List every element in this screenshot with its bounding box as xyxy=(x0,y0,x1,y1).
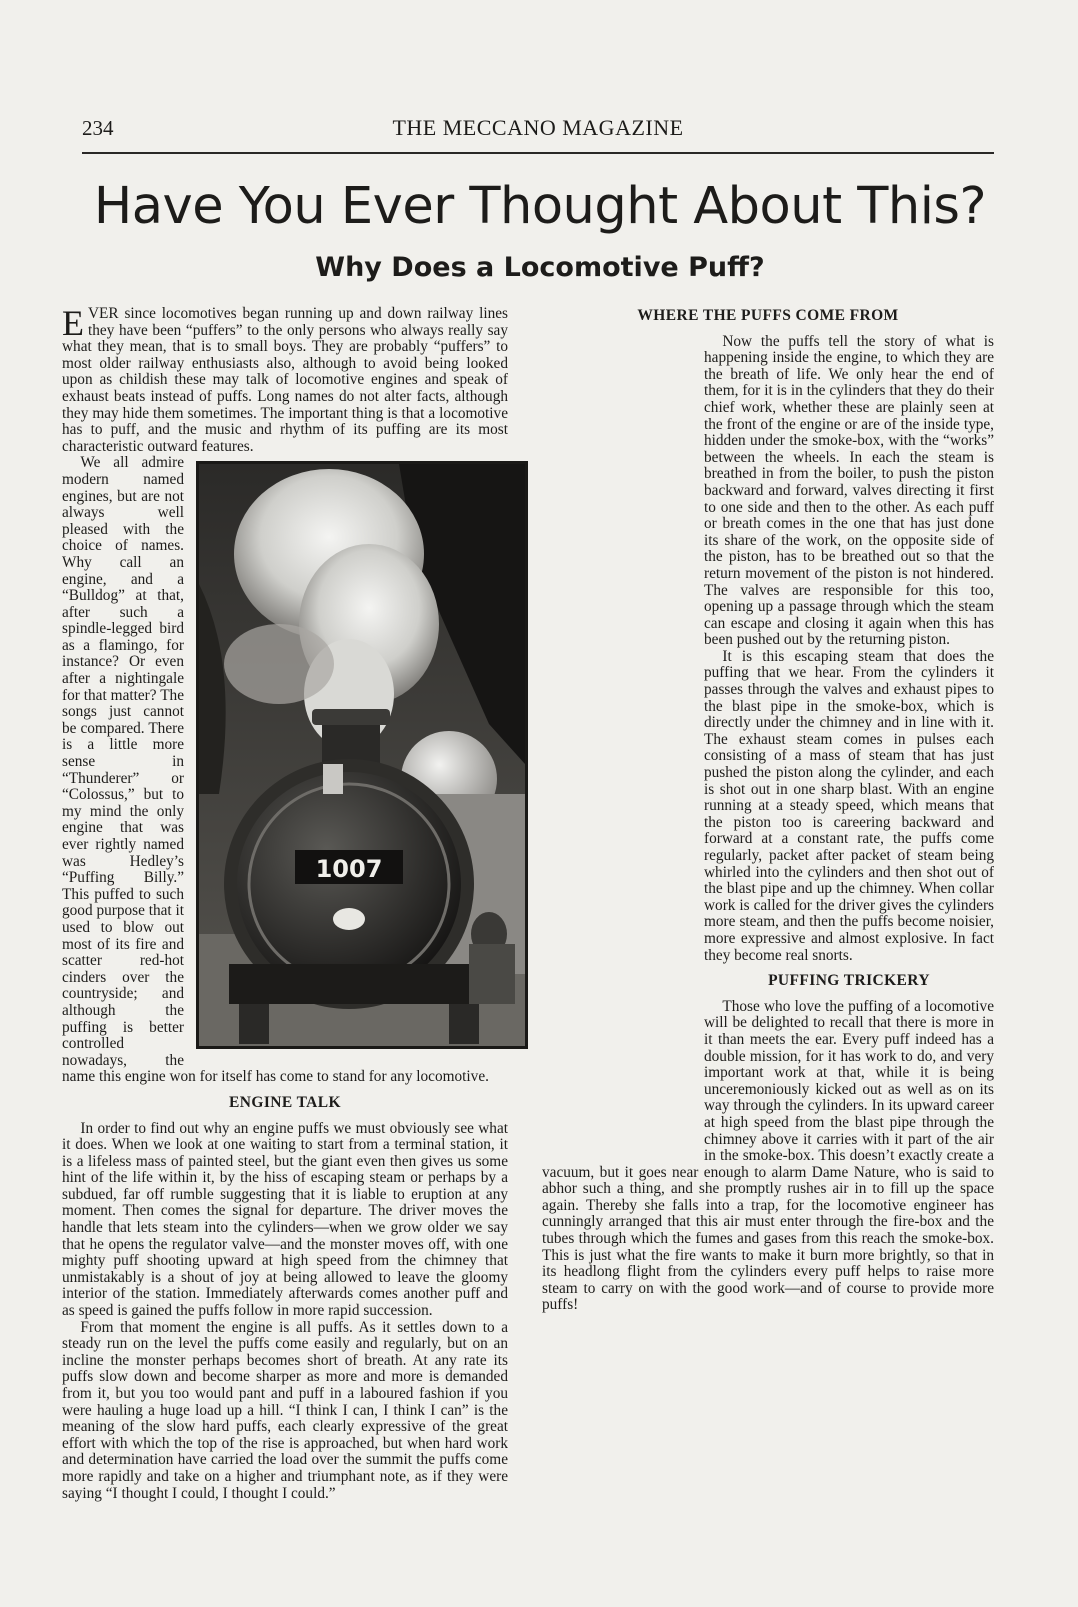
left-column xyxy=(62,303,508,1566)
section-heading-engine-talk: ENGINE TALK xyxy=(229,1093,341,1111)
locomotive-photo xyxy=(196,461,528,1049)
paragraph-text: VER since locomotives began running up and down railway lines they have been “puffers” to the only persons who always really say what they mean, that is to small boys. They are probably “puffers” to most older railway enthusiasts also, although to avoid being looked upon as childish these may talk of locomotive engines and speak of exhaust beats instead of puffs. Long names do not alter facts, although they may hide them sometimes. The important thing is that a locomotive has to puff, and the music and rhythm of its puffing are its most characteristic outward features. xyxy=(62,305,508,455)
dropcap: E xyxy=(62,303,84,343)
paragraph: It is this escaping steam that does the puffing that we hear. From the cylinders it passes through the valves and exhaust pipes to the blast pipe in the smoke-box, which is directly under the chimney and in line with it. The exhaust steam comes in pulses each consisting of a mass of steam that has just pushed the piston along the cylinder, and each is shot out in one sharp blast. With an engine running at a steady speed, which means that the piston too is careering backward and forward at a constant rate, the puffs come regularly, packet after packet of steam being whirled into the cylinders and then shot out of the blast pipe and up the chimney. When collar work is called for the driver gives the cylinders more steam, and then the puffs become noisier, more expressive and almost explosive. In fact they become real snorts. xyxy=(704,647,994,964)
paragraph: Now the puffs tell the story of what is happening inside the engine, to which they are the breath of life. We only hear the end of them, for it is in the cylinders that they do their chief work, whether these are plainly seen at the front of the engine or are of the inside type, hidden under the smoke-box, with the “works” between the wheels. In each the steam is breathed in from the boiler, to push the piston backward and forward, valves directing it first to one side and then to the other. As each puff or breath comes in the one that has just done its share of the work, on the opposite side of the piston, has to be breathed out so that the return movement of the piston is not hindered. The valves are responsible for this too, opening up a passage through which the steam can escape and closing it again when this has been pushed out by the returning piston. xyxy=(704,332,994,649)
article-title: Have You Ever Thought About This? xyxy=(93,177,987,236)
section-heading-puffing-trickery: PUFFING TRICKERY xyxy=(768,972,930,990)
photo-space xyxy=(522,530,692,1152)
engine-number: 1007 xyxy=(315,855,383,884)
locomotive-photo-icon xyxy=(199,464,525,1046)
page-number: 234 xyxy=(82,116,114,140)
paragraph-intro xyxy=(62,303,508,455)
paragraph: We all admire modern named engines, but are not always well pleased with the choice of names. Why call an engine, and a “Bulldog” at that, after such a spindle-legged bird as a flamingo, for instance? Or even after a nightingale for that matter? The songs just cannot be compared. There is a little more sense in “Thunderer” or “Colossus,” but to my mind the only engine that was ever rightly named was Hedley’s “Puffing Billy.” This puffed to such good purpose that it used to blow out most of its fire and scatter red-hot cinders over the countryside; and although the puffing is better controlled nowadays, the name this engine won for itself has come to stand for any locomotive. xyxy=(62,454,489,1086)
paragraph: Those who love the puffing of a locomotive will be delighted to recall that there is more in it than meets the ear. Every puff indeed has a double mission, for it has work to do, and very important work at that, while it is being unceremoniously kicked out as well as on its way through the cylinders. In its upward career at high speed from the blast pipe through the chimney above it carries with it part of the air in the smoke-box. This doesn’t exactly create a vacuum, but it goes near enough to alarm Dame Nature, who is said to abhor such a thing, and she promptly rushes air in to fill up the space again. Thereby she falls into a trap, for the locomotive engineer has cunningly arranged that this air must enter through the fire-box and the tubes through which the fumes and gases from this reach the smoke-box. This is just what the fire wants to make it burn more brightly, so that in its headlong flight from the cylinders every puff helps to raise more steam to carry on with the good work—and of course to provide more puffs! xyxy=(542,997,994,1314)
magazine-title: THE MECCANO MAGAZINE xyxy=(392,115,684,140)
paragraph: From that moment the engine is all puffs. As it settles down to a steady run on the level the puffs come easily and regularly, but on an incline the monster perhaps becomes short of breath. At any rate its puffs slow down and become sharper as more and more is demanded from it, but you too would pant and puff in a laboured fashion if you were hauling a huge load up a hill. “I think I can, I think I can” is the meaning of the slow hard puffs, each clearly expressive of the great effort with which the top of the rise is approached, but when hard work and determination have carried the load over the summit the puffs come more rapidly and take on a higher and triumphant note, as if they were saying “I thought I could, I thought I could.” xyxy=(62,1318,508,1502)
right-column xyxy=(542,306,994,1566)
paragraph: In order to find out why an engine puffs we must obviously see what it does. When we look at one waiting to start from a terminal station, it is a lifeless mass of painted steel, but the giant even then gives us some hint of the life within it, by the hiss of escaping steam or perhaps by a subdued, far off rumble suggesting that it is liable to eruption at any moment. Then comes the signal for departure. The driver moves the handle that lets steam into the cylinders—when we grow older we say that he opens the regulator valve—and the monster moves off, with one mighty puff shooting upward at high speed from the chimney that unmistakably is a shout of joy at being allowed to leave the gloomy interior of the station. Immediately afterwards comes another puff and as speed is gained the puffs follow in more rapid succession. xyxy=(62,1119,508,1320)
header-rule xyxy=(82,152,994,154)
page-header xyxy=(82,112,994,148)
article-subtitle: Why Does a Locomotive Puff? xyxy=(315,252,765,283)
section-heading-where-puffs-come-from: WHERE THE PUFFS COME FROM xyxy=(637,307,899,324)
